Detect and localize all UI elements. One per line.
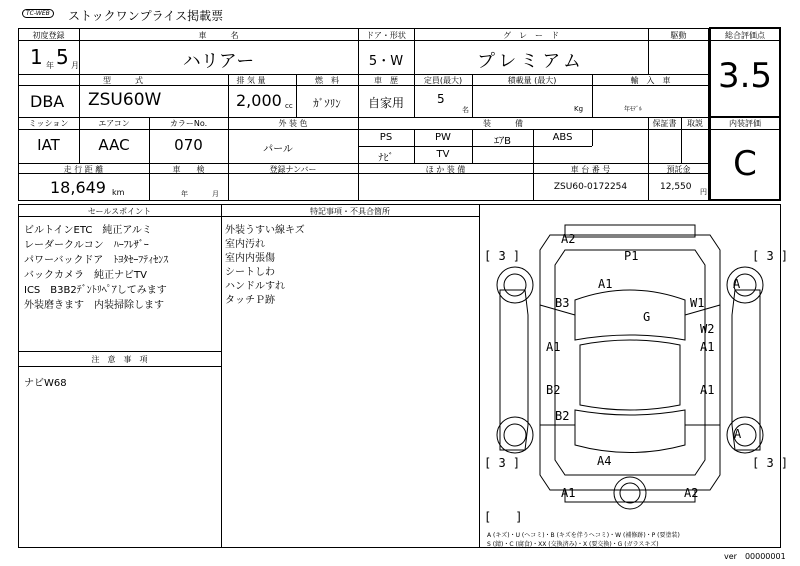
sales-line: ビルトインETC 純正アルミ [24, 225, 152, 236]
equip-ps: PS [379, 132, 393, 143]
mission-value: IAT [37, 136, 60, 154]
aircon-value: AAC [98, 136, 130, 154]
model-prefix: DBA [30, 92, 65, 111]
year-unit: 年 [46, 61, 54, 70]
mission-header: ミッション [28, 119, 69, 128]
note-line: シートしわ [225, 267, 275, 278]
manual-header: 取説 [687, 119, 703, 128]
load-unit: Kg [574, 105, 584, 113]
damage-label: B3 [555, 296, 570, 310]
damage-label: W1 [690, 296, 705, 310]
notes-title: 特記事項・不具合箇所 [310, 207, 390, 216]
capacity-value: 5 [437, 92, 445, 106]
import-model: 年ﾓﾃﾞﾙ [624, 106, 643, 113]
warranty-header: 保証書 [652, 119, 677, 128]
damage-label: A1 [598, 277, 613, 291]
damage-label: A [734, 427, 742, 441]
exterior-header: 外 装 色 [278, 119, 308, 128]
other-equip-header: ほ か 装 備 [425, 165, 466, 174]
damage-label: P1 [624, 249, 639, 263]
inspection-year-unit: 年 [181, 190, 188, 198]
yen-unit: 円 [700, 188, 707, 196]
mileage-header: 走 行 距 離 [63, 165, 104, 174]
sales-line: レーダークルコン ﾊｰﾌﾚｻﾞｰ [24, 240, 149, 251]
damage-label: G [643, 310, 651, 324]
sales-line: 外装磨きます 内装掃除します [24, 300, 164, 311]
sales-line: パワーバックドア ﾄﾖﾀｾｰﾌﾃｨｾﾝｽ [24, 255, 169, 266]
note-line: 室内汚れ [225, 239, 265, 250]
color-no-value: 070 [174, 136, 203, 154]
sales-line: バックカメラ 純正ナビTV [24, 270, 147, 281]
drive-header: 駆動 [670, 31, 687, 40]
history-value: 自家用 [367, 96, 404, 110]
doors-header: ドア・形状 [366, 31, 406, 40]
note-line: 室内内張傷 [225, 253, 275, 264]
car-name-header: 車 名 [198, 31, 239, 40]
doors-value: 5・W [368, 54, 404, 69]
interior-score: C [733, 144, 757, 184]
damage-label: A1 [561, 486, 576, 500]
import-header: 輸 入 車 [630, 76, 671, 85]
history-header: 車 歴 [374, 76, 398, 85]
version: ver 00000001 [724, 552, 786, 561]
bracket-label: [ 3 ] [484, 249, 521, 263]
displacement-value: 2,000 [236, 91, 282, 110]
damage-label: A4 [597, 454, 612, 468]
fuel-header: 燃 料 [315, 76, 339, 85]
fuel-value: ｶﾞｿﾘﾝ [313, 97, 341, 110]
note-line: 外装うすい線キズ [225, 225, 305, 236]
damage-label: A [733, 277, 741, 291]
equip-navi: ﾅﾋﾞ [378, 153, 394, 164]
first-reg-year: 1 [30, 45, 43, 69]
sales-title: セールスポイント [87, 207, 152, 216]
chassis-header: 車 台 番 号 [570, 165, 611, 174]
equipment-header: 装 備 [483, 119, 523, 128]
damage-label: A2 [684, 486, 699, 500]
overall-score: 3.5 [717, 56, 773, 96]
load-header: 積載量 (最大) [507, 76, 557, 85]
bracket-label: [ 3 ] [752, 249, 789, 263]
damage-label: A1 [700, 383, 715, 397]
sales-line: ICS B3B2ﾃﾞﾝﾄﾘﾍﾟｱしてみます [24, 285, 167, 296]
grade-header: グ レ ー ド [503, 31, 559, 40]
aircon-header: エアコン [98, 119, 130, 128]
logo: TC-WEB [22, 9, 54, 18]
equip-pw: PW [435, 132, 451, 143]
equip-tv: TV [436, 149, 450, 160]
capacity-header: 定員(最大) [423, 76, 463, 85]
capacity-unit: 名 [462, 106, 469, 114]
damage-label: A1 [700, 340, 715, 354]
model-header: 型 式 [103, 76, 143, 85]
chassis-value: ZSU60-0172254 [553, 182, 628, 192]
damage-label: B2 [546, 383, 561, 397]
damage-label: A2 [561, 232, 576, 246]
color-no-header: カラーNo. [169, 119, 208, 128]
damage-label: W2 [700, 322, 715, 336]
month-unit: 月 [71, 61, 79, 70]
exterior-value: パール [263, 144, 293, 155]
caution-line: ナビW68 [24, 378, 67, 389]
deposit-header: 預託金 [666, 165, 691, 174]
equip-abs: ABS [552, 132, 573, 143]
deposit-value: 12,550 [660, 182, 692, 192]
first-reg-header: 初度登録 [32, 31, 65, 40]
car-name: ハリアー [182, 51, 255, 72]
model-value: ZSU60W [88, 90, 162, 110]
displacement-header: 排 気 量 [236, 76, 266, 85]
note-line: ハンドルすれ [225, 281, 285, 292]
page-title: ストックワンプライス掲載票 [68, 9, 224, 23]
caution-title: 注 意 事 項 [91, 355, 148, 364]
inspection-header: 車 検 [172, 165, 205, 174]
cc-unit: cc [285, 102, 293, 110]
overall-header: 総合評価点 [725, 31, 765, 40]
interior-header: 内装評価 [729, 119, 761, 128]
damage-label: A1 [546, 340, 561, 354]
km-unit: km [112, 188, 125, 197]
note-line: タッチＰ跡 [225, 295, 275, 306]
mileage-value: 18,649 [50, 178, 106, 197]
bracket-label: [ 3 ] [484, 456, 521, 470]
plate-header: 登録ナンバー [269, 165, 317, 174]
equip-airbag: ｴｱB [494, 136, 511, 147]
bracket-label: [ 3 ] [752, 456, 789, 470]
first-reg-month: 5 [56, 45, 69, 69]
legend-line-2: S (錆)・C (腐食)・XX (交換済み)・X (要交換)・G (ガラスキズ) [487, 541, 659, 548]
legend-line-1: A (キズ)・U (ヘコミ)・B (キズを伴うヘコミ)・W (補修跡)・P (要塗装) [487, 532, 680, 539]
inspection-month-unit: 月 [212, 190, 219, 198]
bracket-label: [ ] [484, 510, 523, 524]
grade-value: プレミアム [476, 51, 586, 72]
damage-label: B2 [555, 409, 570, 423]
